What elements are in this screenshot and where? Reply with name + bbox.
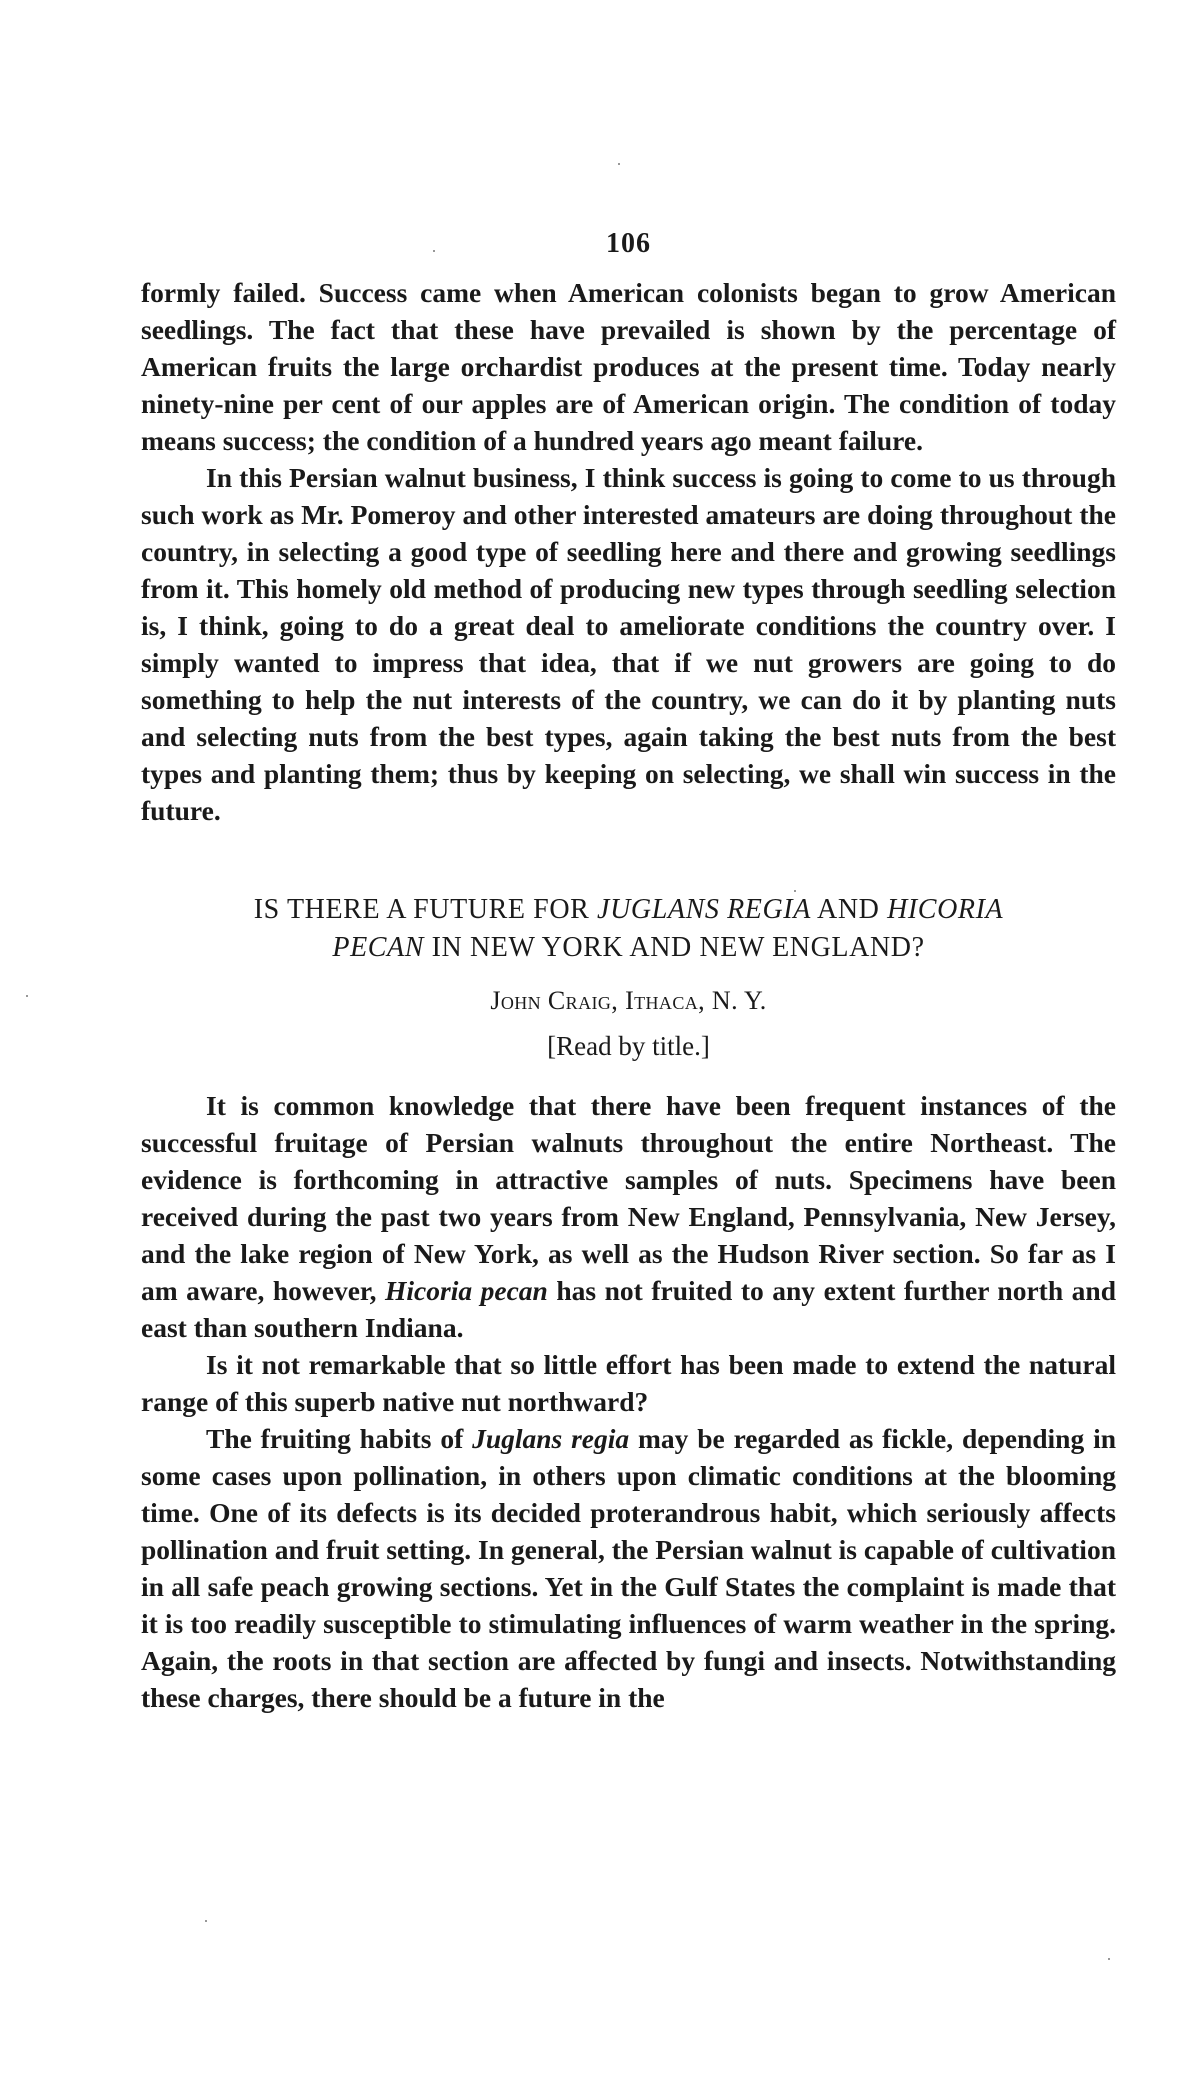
paragraph-3-species: Hicoria pecan [385,1275,548,1306]
paragraph-3-text-end: has not fruited to any extent further north and east than southern Indiana. [141,1275,1116,1343]
article-author [141,983,1116,1019]
paragraph-remarkable: Is it not remarkable that so little effort has been made to extend the natural range of this superb native nut northward? [141,1349,1116,1417]
title-part-3: IN NEW YORK AND NEW ENGLAND? [424,932,925,963]
paragraph-fruiting-habits [141,1420,1116,1716]
article-title [141,891,1116,967]
scan-speck [26,995,28,997]
page-number: 106 [606,228,651,259]
scan-speck [618,163,620,165]
paragraph-5-species: Juglans regia [472,1423,630,1454]
scan-speck [1108,1958,1110,1960]
paragraph-common-knowledge [141,1087,1116,1346]
author-location: , Ithaca, N. Y. [611,986,767,1015]
paragraph-persian-walnut-business: In this Persian walnut business, I think success is going to come to us through such work as Mr. Pomeroy and other interested amateurs are doing throughout the country, in selecting a good type of seedling here and there and growing seedlings from it. This homely old method of producing new types through seedling selection is, I think, going to do a great deal to ameliorate conditions the country over. I simply wanted to impress that idea, that if we nut growers are going to do something to help the nut interests of the country, we can do it by planting nuts and selecting nuts from the best types, again taking the best nuts from the best types and planting them; thus by keeping on selecting, we shall win success in the future. [141,462,1116,826]
title-species-pecan: PECAN [332,932,425,963]
author-name: John Craig [490,986,612,1015]
title-part-2: AND [810,894,888,925]
title-species-juglans: JUGLANS REGIA [597,894,811,925]
paragraph-continued: formly failed. Success came when American colonists began to grow American seedlings. The fact that these have prevailed is shown by the percentage of American fruits the large orchardist produces at the present time. Today nearly ninety-nine per cent of our apples are of American origin. The condition of today means success; the condition of a hundred years ago meant failure. [141,277,1116,456]
scan-speck [205,1920,207,1922]
document-page [141,228,1116,1716]
paragraph-3-text: It is common knowledge that there have been frequent instances of the successful fruitage of Persian walnuts throughout the entire Northeast. The evidence is forthcoming in attractive samples of nuts. Specimens have been received during the past two years from New England, Pennsylvania, New Jersey, and the lake region of New York, as well as the Hudson River section. So far as I am aware, however, [141,1090,1116,1306]
paragraph-5-text-end: may be regarded as fickle, depending in some cases upon pollination, in others upon climatic conditions at the blooming time. One of its defects is its decided proterandrous habit, which seriously affects pollination and fruit setting. In general, the Persian walnut is capable of cultivation in all safe peach growing sections. Yet in the Gulf States the complaint is made that it is too readily susceptible to stimulating influences of warm weather in the spring. Again, the roots in that section are affected by fungi and insects. Notwithstanding these charges, there should be a future in the [141,1423,1116,1713]
paragraph-5-text: The fruiting habits of [206,1423,473,1454]
read-by-title-note: [Read by title.] [547,1031,710,1061]
title-part-1: IS THERE A FUTURE FOR [253,894,598,925]
title-species-hicoria: HICORIA [887,894,1004,925]
